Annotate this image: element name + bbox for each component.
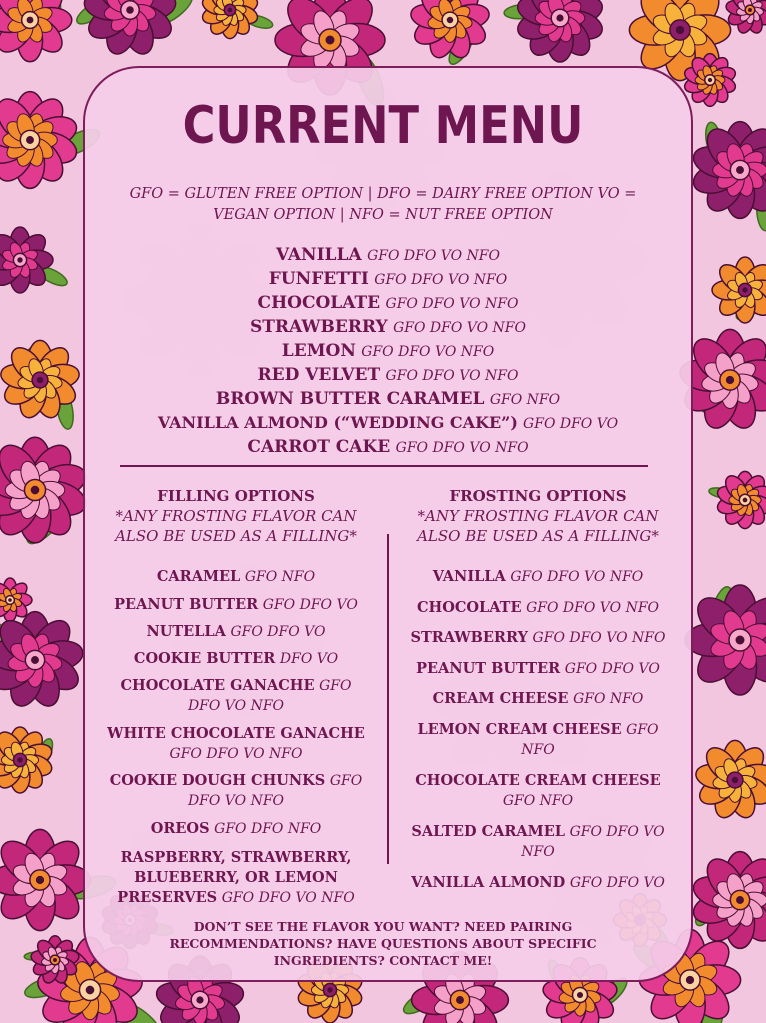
flavor-item: VANILLA ALMOND (“WEDDING CAKE”) GFO DFO VO bbox=[157, 413, 619, 432]
filling-heading-block bbox=[95, 486, 377, 546]
filling-note: *ANY FROSTING FLAVOR CAN ALSO BE USED AS A FILLING* bbox=[115, 507, 357, 545]
flower-icon bbox=[685, 585, 766, 695]
filling-item: COOKIE BUTTER DFO VO bbox=[133, 650, 339, 667]
frosting-heading-block bbox=[397, 486, 679, 546]
filling-item: OREOS GFO DFO NFO bbox=[150, 820, 322, 837]
flower-icon bbox=[514, 0, 606, 62]
flavor-item: STRAWBERRY GFO DFO VO NFO bbox=[249, 317, 527, 337]
flower-icon bbox=[694, 740, 766, 821]
frosting-item: LEMON CREAM CHEESE GFO NFO bbox=[417, 721, 659, 758]
flavor-item: BROWN BUTTER CARAMEL GFO NFO bbox=[215, 389, 561, 409]
column-divider bbox=[387, 534, 389, 864]
page-title: CURRENT MENU bbox=[182, 96, 584, 156]
frosting-item: VANILLA GFO DFO VO NFO bbox=[432, 568, 644, 585]
frosting-heading: FROSTING OPTIONS bbox=[449, 487, 627, 505]
frosting-note: *ANY FROSTING FLAVOR CAN ALSO BE USED AS A FILLING* bbox=[417, 507, 659, 545]
flower-icon bbox=[0, 612, 85, 711]
frosting-item: CHOCOLATE GFO DFO VO NFO bbox=[416, 599, 660, 616]
flower-icon bbox=[82, 0, 178, 58]
filling-item: NUTELLA GFO DFO VO bbox=[146, 623, 326, 640]
flavor-item: RED VELVET GFO DFO VO NFO bbox=[257, 365, 519, 385]
filling-item: COOKIE DOUGH CHUNKS GFO DFO VO NFO bbox=[109, 772, 363, 809]
frosting-item: VANILLA ALMOND GFO DFO VO bbox=[411, 874, 665, 891]
contact-note: DON’T SEE THE FLAVOR YOU WANT? NEED PAIRING RECOMMENDATIONS? HAVE QUESTIONS ABOUT SPECIFIC INGREDIENTS? CONTACT ME! bbox=[169, 919, 597, 968]
flavor-item: CARROT CAKE GFO DFO VO NFO bbox=[247, 437, 529, 457]
frosting-item: PEANUT BUTTER GFO DFO VO bbox=[416, 660, 660, 677]
filling-item: PEANUT BUTTER GFO DFO VO bbox=[114, 596, 358, 613]
flower-icon bbox=[0, 437, 90, 543]
flower-icon bbox=[0, 727, 54, 793]
frosting-item: CHOCOLATE CREAM CHEESE GFO NFO bbox=[415, 772, 661, 809]
flower-icon bbox=[200, 0, 260, 39]
flower-icon bbox=[0, 227, 53, 293]
options-legend: GFO = GLUTEN FREE OPTION | DFO = DAIRY FREE OPTION VO = VEGAN OPTION | NFO = NUT FREE OPTION bbox=[129, 186, 637, 223]
flavor-item: VANILLA GFO DFO VO NFO bbox=[276, 245, 500, 265]
flower-icon bbox=[715, 471, 766, 528]
flower-icon bbox=[0, 0, 72, 62]
filling-item: CHOCOLATE GANACHE GFO DFO VO NFO bbox=[120, 677, 352, 714]
flower-icon bbox=[0, 829, 91, 930]
filling-item: RASPBERRY, STRAWBERRY, BLUEBERRY, OR LEMON PRESERVES GFO DFO VO NFO bbox=[117, 849, 355, 906]
filling-item: CARAMEL GFO NFO bbox=[156, 568, 316, 585]
section-divider bbox=[120, 465, 648, 467]
filling-item: WHITE CHOCOLATE GANACHE GFO DFO VO NFO bbox=[107, 725, 365, 762]
flower-icon bbox=[689, 852, 766, 949]
flower-icon bbox=[712, 257, 766, 323]
frosting-item: CREAM CHEESE GFO NFO bbox=[432, 690, 644, 707]
frosting-item: SALTED CARAMEL GFO DFO VO NFO bbox=[411, 823, 665, 860]
frosting-item: STRAWBERRY GFO DFO VO NFO bbox=[410, 629, 666, 646]
flavor-item: LEMON GFO DFO VO NFO bbox=[281, 341, 495, 361]
filling-heading: FILLING OPTIONS bbox=[157, 487, 315, 505]
flavor-item: FUNFETTI GFO DFO VO NFO bbox=[268, 269, 508, 289]
flavor-item: CHOCOLATE GFO DFO VO NFO bbox=[257, 293, 519, 313]
